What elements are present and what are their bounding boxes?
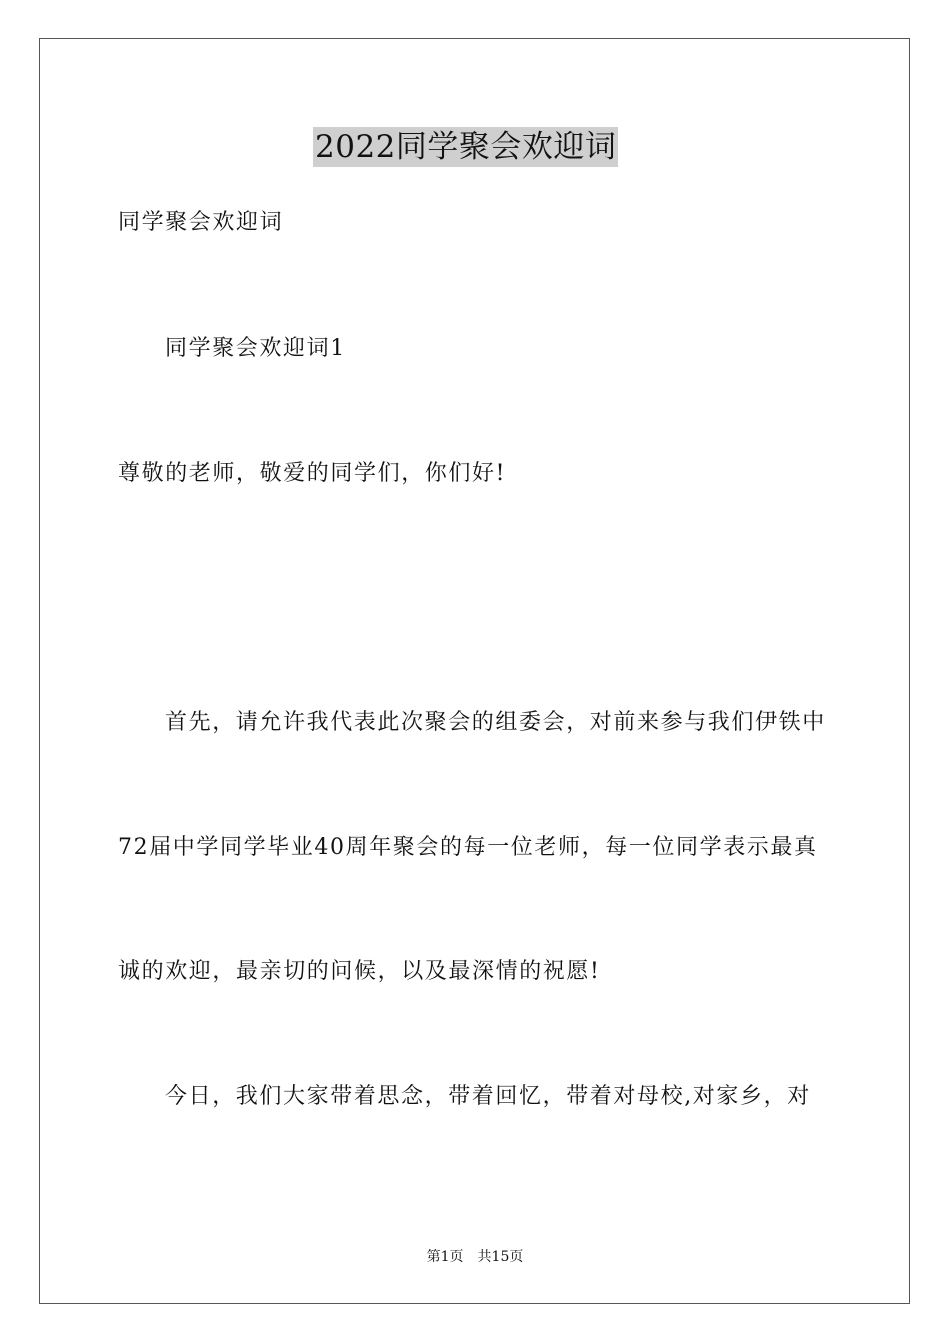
greeting-line: 尊敬的老师，敬爱的同学们，你们好! [118, 461, 507, 486]
paragraph1-line1: 首先，请允许我代表此次聚会的组委会，对前来参与我们伊铁中 [165, 710, 826, 735]
section-heading: 同学聚会欢迎词1 [165, 336, 346, 361]
paragraph1-line3: 诚的欢迎，最亲切的问候，以及最深情的祝愿! [118, 959, 601, 984]
paragraph2-line1: 今日，我们大家带着思念，带着回忆，带着对母校,对家乡，对 [165, 1084, 811, 1109]
document-title: 2022同学聚会欢迎词 [315, 129, 617, 165]
page-number: 第1页 [426, 1249, 464, 1265]
document-subtitle: 同学聚会欢迎词 [118, 210, 284, 235]
paragraph1-line2: 72届中学同学毕业40周年聚会的每一位老师，每一位同学表示最真 [118, 835, 818, 860]
page-footer [0, 1247, 950, 1267]
page-total: 共15页 [477, 1249, 524, 1265]
